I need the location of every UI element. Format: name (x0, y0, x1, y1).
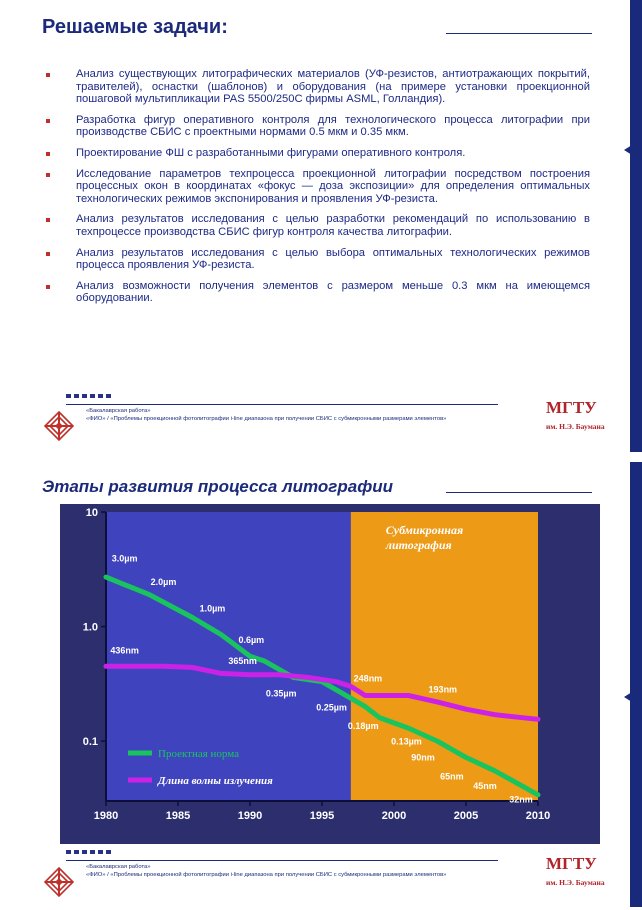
legend-label-design-rule: Проектная норма (158, 748, 240, 760)
x-tick-label: 1995 (309, 810, 335, 822)
footer-work-title: «ФИО» / «Проблемы проекционной фотолитографии i-line диапазона при получении СБИС с субмикронными размерами элементов» (86, 872, 447, 878)
x-tick-label: 1980 (93, 810, 119, 822)
data-label: 248nm (353, 673, 383, 684)
legend-label-wavelength: Длина волны излучения (158, 775, 273, 787)
slide-lithography-chart (0, 462, 642, 907)
data-label: 0.6µm (238, 634, 265, 645)
data-label: 0.25µm (316, 702, 347, 713)
list-item (42, 280, 590, 305)
data-label: 45nm (473, 781, 497, 792)
list-item-text: Разработка фигур оперативного контроля для технологического процесса литографии при производстве СБИС с проектными нормами 0.5 мкм и 0.35 мкм. (76, 113, 590, 139)
title-rule (446, 492, 592, 493)
y-tick-label: 10 (85, 507, 98, 519)
list-item-text: Исследование параметров техпроцесса проекционной литографии посредством построения процессных окон в координатах «фокус — доза экспозиции» для определения оптимальных технологических режимов экспонирования и проявления УФ-резиста. (76, 167, 590, 205)
x-tick-label: 1985 (165, 810, 191, 822)
slide-footer (0, 394, 642, 454)
list-item (42, 247, 590, 272)
title-rule (446, 33, 592, 34)
bullet-icon (46, 119, 50, 123)
org-logo-text: МГТУ (546, 854, 597, 873)
list-item (42, 68, 590, 106)
y-tick-label: 1.0 (82, 621, 98, 634)
bullet-icon (46, 152, 50, 156)
list-item-text: Анализ возможности получения элементов с размером меньше 0.3 мкм на имеющемся оборудовании. (76, 279, 590, 305)
region-label-line1: Субмикронная (385, 523, 464, 537)
data-label: 90nm (411, 752, 435, 763)
slide-footer (0, 850, 642, 910)
list-item (42, 114, 590, 139)
slide-title: Этапы развития процесса литографии (42, 477, 394, 496)
org-subtitle: им. Н.Э. Баумана (546, 422, 605, 431)
footer-work-type: «Бакалаврская работа» (86, 864, 151, 870)
data-label: 1.0µm (199, 603, 226, 614)
bullet-icon (46, 252, 50, 256)
data-label: 0.13µm (391, 736, 422, 747)
x-tick-label: 2000 (381, 810, 407, 822)
task-list (42, 68, 590, 313)
list-item (42, 147, 590, 160)
data-label: 0.18µm (347, 720, 379, 731)
x-tick-label: 2005 (453, 810, 479, 822)
data-label: 2.0µm (150, 577, 177, 588)
region-label-line2: литография (385, 538, 452, 552)
slide-title: Решаемые задачи: (42, 16, 228, 38)
right-bar-notch (624, 692, 632, 702)
list-item (42, 213, 590, 238)
bullet-icon (46, 173, 50, 177)
bullet-icon (46, 285, 50, 289)
data-label: 193nm (428, 684, 458, 695)
footer-work-type: «Бакалаврская работа» (86, 408, 151, 414)
footer-dots (66, 394, 114, 398)
submicron-region (351, 512, 538, 801)
bullet-icon (46, 218, 50, 222)
list-item-text: Анализ существующих литографических материалов (УФ-резистов, антиотражающих покрытий, травителей), оснастки (шаблонов) и оборудования (на примере установки проекционной пошаговой мультипликации PAS 5500/250C фирмы ASML, Голландия). (76, 68, 590, 106)
footer-rule (66, 860, 498, 861)
right-bar-notch (624, 145, 632, 155)
list-item-text: Проектирование ФШ с разработанными фигурами оперативного контроля. (76, 146, 466, 159)
data-label: 365nm (228, 656, 257, 667)
university-logo-icon (44, 411, 74, 441)
x-tick-label: 1990 (237, 810, 263, 822)
right-accent-bar (630, 462, 642, 907)
bullet-icon (46, 73, 50, 77)
data-label: 3.0µm (111, 553, 138, 564)
data-label: 436nm (110, 645, 139, 656)
y-tick-label: 0.1 (82, 736, 98, 749)
data-label: 0.35µm (265, 688, 297, 699)
lithography-chart (60, 504, 600, 844)
data-label: 32nm (509, 794, 533, 805)
list-item-text: Анализ результатов исследования с целью выбора оптимальных технологических режимов процесса проявления УФ-резиста. (76, 246, 590, 272)
university-logo-icon (44, 867, 74, 897)
org-logo-text: МГТУ (546, 398, 597, 417)
footer-rule (66, 404, 498, 405)
footer-dots (66, 850, 114, 854)
list-item (42, 168, 590, 206)
org-subtitle: им. Н.Э. Баумана (546, 878, 605, 887)
slide-tasks (0, 0, 642, 452)
right-accent-bar (630, 0, 642, 452)
footer-work-title: «ФИО» / «Проблемы проекционной фотолитографии i-line диапазона при получении СБИС с субмикронными размерами элементов» (86, 416, 447, 422)
x-tick-label: 2010 (525, 810, 551, 822)
data-label: 65nm (440, 771, 464, 782)
list-item-text: Анализ результатов исследования с целью разработки рекомендаций по использованию в техпроцессе производства СБИС фигур контроля качества литографии. (76, 213, 590, 238)
